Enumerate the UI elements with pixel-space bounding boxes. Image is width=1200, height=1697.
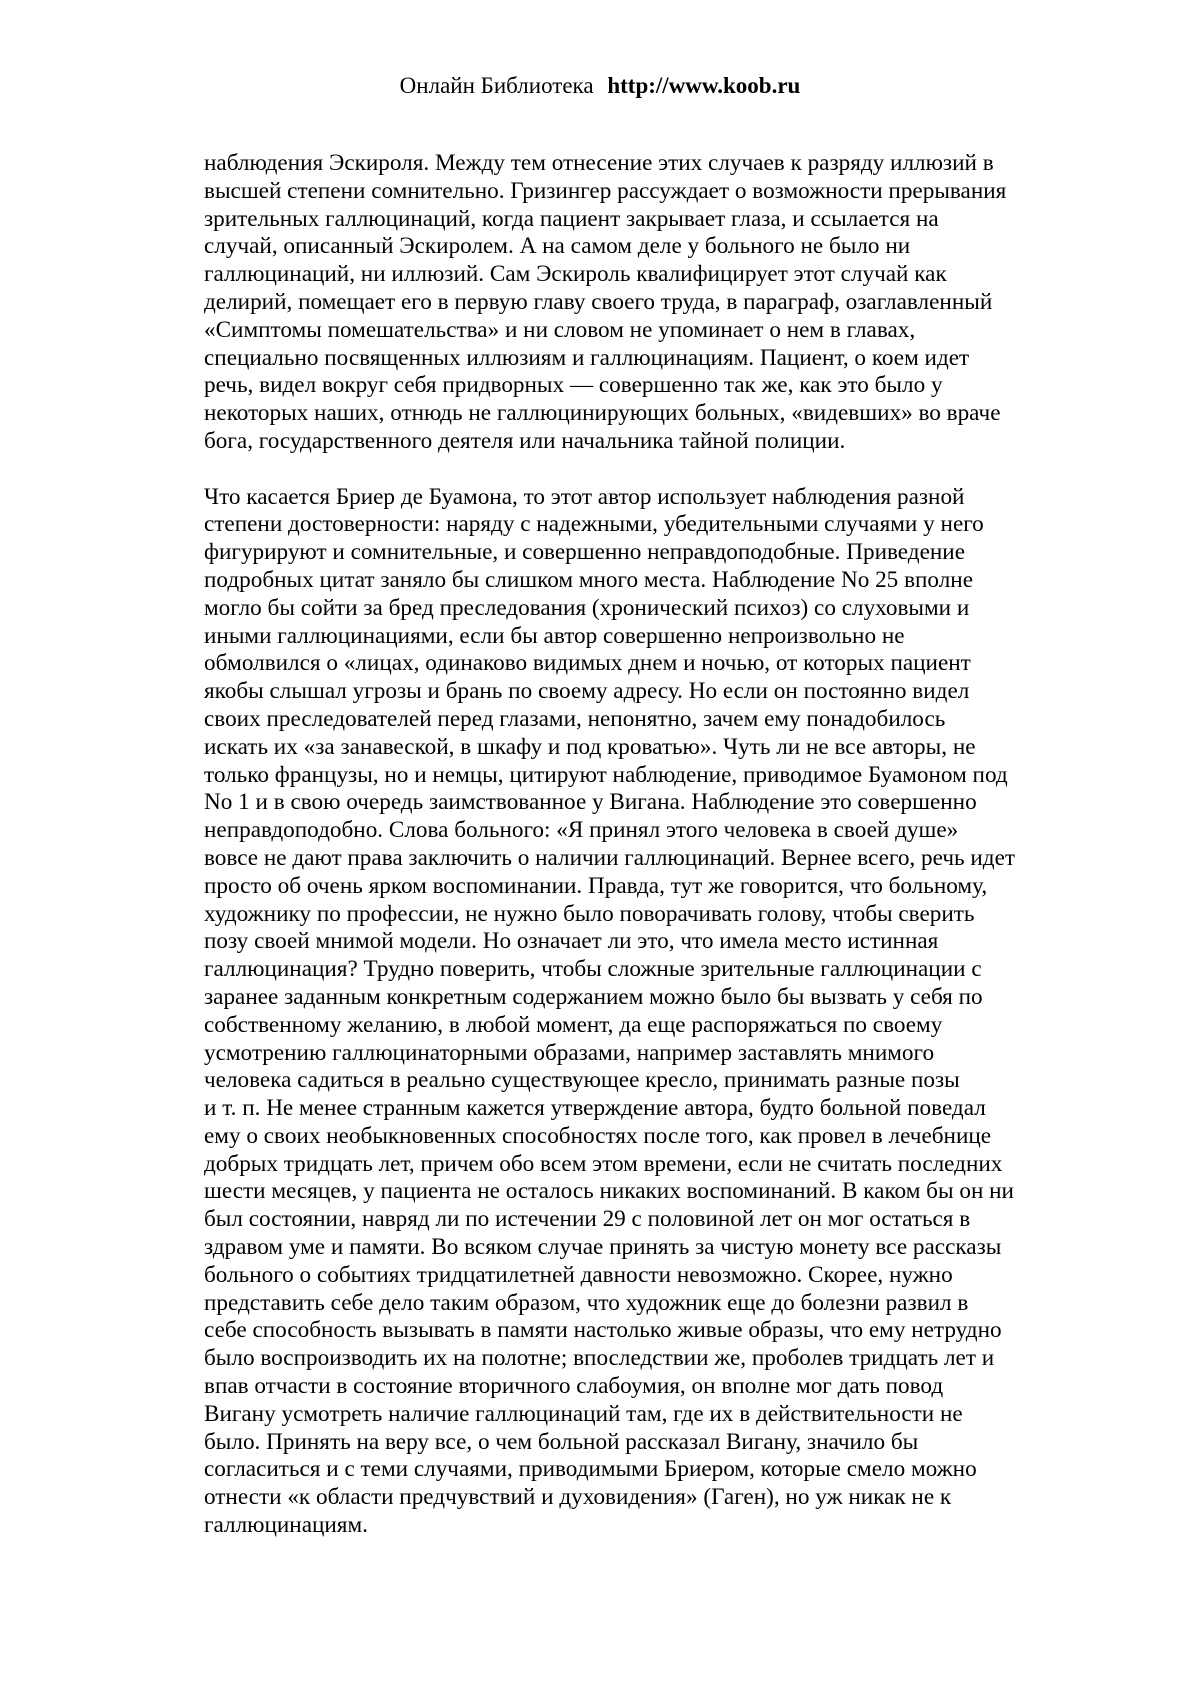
text-line: представить себе дело таким образом, что художник еще до болезни развил в	[204, 1289, 969, 1316]
text-line: только французы, но и немцы, цитируют наблюдение, приводимое Буамоном под	[204, 761, 1008, 788]
text-line: галлюцинаций, ни иллюзий. Сам Эскироль квалифицирует этот случай как	[204, 261, 947, 288]
text-line: впав отчасти в состояние вторичного слабоумия, он вполне мог дать повод	[204, 1373, 944, 1400]
text-line: некоторых наших, отнюдь не галлюцинирующих больных, «видевших» во враче	[204, 400, 1001, 427]
text-line: отнести «к области предчувствий и духовидения» (Гаген), но уж никак не к	[204, 1484, 952, 1511]
text-line: якобы слышал угрозы и брань по своему адресу. Но если он постоянно видел	[204, 678, 970, 705]
text-line: здравом уме и памяти. Во всяком случае принять за чистую монету все рассказы	[204, 1234, 1002, 1261]
text-line: высшей степени сомнительно. Гризингер рассуждает о возможности прерывания	[204, 177, 1007, 204]
text-line: галлюцинациям.	[204, 1512, 368, 1539]
text-line: усмотрению галлюцинаторными образами, например заставлять мнимого	[204, 1039, 935, 1066]
text-line: согласиться и с теми случаями, приводимыми Бриером, которые смело можно	[204, 1456, 977, 1483]
text-line: собственному желанию, в любой момент, да еще распоряжаться по своему	[204, 1011, 943, 1038]
text-line: просто об очень ярком воспоминании. Правда, тут же говорится, что больному,	[204, 872, 988, 899]
text-line: случай, описанный Эскиролем. А на самом деле у больного не было ни	[204, 233, 911, 260]
text-line: больного о событиях тридцатилетней давности невозможно. Скорее, нужно	[204, 1261, 953, 1288]
text-line: добрых тридцать лет, причем обо всем этом времени, если не считать последних	[204, 1150, 1003, 1177]
text-line: шести месяцев, у пациента не осталось никаких воспоминаний. В каком бы он ни	[204, 1178, 1014, 1205]
text-line: человека садиться в реально существующее кресло, принимать разные позы	[204, 1067, 960, 1094]
text-line: позу своей мнимой модели. Но означает ли это, что имела место истинная	[204, 928, 939, 955]
text-line: заранее заданным конкретным содержанием можно было бы вызвать у себя по	[204, 983, 983, 1010]
page-header	[0, 72, 1200, 100]
text-line: было. Принять на веру все, о чем больной рассказал Вигану, значило бы	[204, 1428, 919, 1455]
text-line: был состоянии, навряд ли по истечении 29 с половиной лет он мог остаться в	[204, 1206, 971, 1233]
text-line: вовсе не дают права заключить о наличии галлюцинаций. Вернее всего, речь идет	[204, 844, 1015, 871]
text-line: могло бы сойти за бред преследования (хронический психоз) со слуховыми и	[204, 594, 970, 621]
text-line: и т. п. Не менее странным кажется утверждение автора, будто больной поведал	[204, 1095, 986, 1122]
text-line: своих преследователей перед глазами, непонятно, зачем ему понадобилось	[204, 705, 946, 732]
document-body	[204, 150, 1064, 1540]
text-line: галлюцинация? Трудно поверить, чтобы сложные зрительные галлюцинации с	[204, 956, 982, 983]
text-line: подробных цитат заняло бы слишком много места. Наблюдение No 25 вполне	[204, 566, 973, 593]
text-line: себе способность вызывать в памяти настолько живые образы, что ему нетрудно	[204, 1317, 1002, 1344]
paragraph-1	[204, 150, 1064, 456]
text-line: специально посвященных иллюзиям и галлюцинациям. Пациент, о коем идет	[204, 344, 970, 371]
text-line: «Симптомы помешательства» и ни словом не упоминает о нем в главах,	[204, 316, 916, 343]
text-line: фигурируют и сомнительные, и совершенно неправдоподобные. Приведение	[204, 539, 965, 566]
text-line: делирий, помещает его в первую главу своего труда, в параграф, озаглавленный	[204, 288, 993, 315]
text-line: бога, государственного деятеля или начальника тайной полиции.	[204, 427, 846, 454]
site-name: Онлайн Библиотека	[399, 73, 594, 98]
text-line: искать их «за занавеской, в шкафу и под кроватью». Чуть ли не все авторы, не	[204, 733, 976, 760]
text-line: наблюдения Эскироля. Между тем отнесение этих случаев к разряду иллюзий в	[204, 150, 994, 176]
text-line: было воспроизводить их на полотне; впоследствии же, проболев тридцать лет и	[204, 1345, 995, 1372]
text-line: речь, видел вокруг себя придворных — совершенно так же, как это было у	[204, 372, 943, 399]
text-line: иными галлюцинациями, если бы автор совершенно непроизвольно не	[204, 622, 905, 649]
text-line: No 1 и в свою очередь заимствованное у Вигана. Наблюдение это совершенно	[204, 789, 977, 816]
text-line: Что касается Бриер де Буамона, то этот автор использует наблюдения разной	[204, 483, 965, 510]
text-line: неправдоподобно. Слова больного: «Я принял этого человека в своей душе»	[204, 817, 959, 844]
text-line: обмолвился о «лицах, одинаково видимых днем и ночью, от которых пациент	[204, 650, 971, 677]
text-line: степени достоверности: наряду с надежными, убедительными случаями у него	[204, 511, 984, 538]
text-line: зрительных галлюцинаций, когда пациент закрывает глаза, и ссылается на	[204, 205, 939, 232]
paragraph-2	[204, 484, 1064, 1540]
text-line: художнику по профессии, не нужно было поворачивать голову, чтобы сверить	[204, 900, 975, 927]
paragraph-spacer	[204, 456, 1064, 484]
text-line: Вигану усмотреть наличие галлюцинаций там, где их в действительности не	[204, 1400, 963, 1427]
text-line: ему о своих необыкновенных способностях после того, как провел в лечебнице	[204, 1122, 992, 1149]
site-url[interactable]: http://www.koob.ru	[607, 73, 801, 98]
